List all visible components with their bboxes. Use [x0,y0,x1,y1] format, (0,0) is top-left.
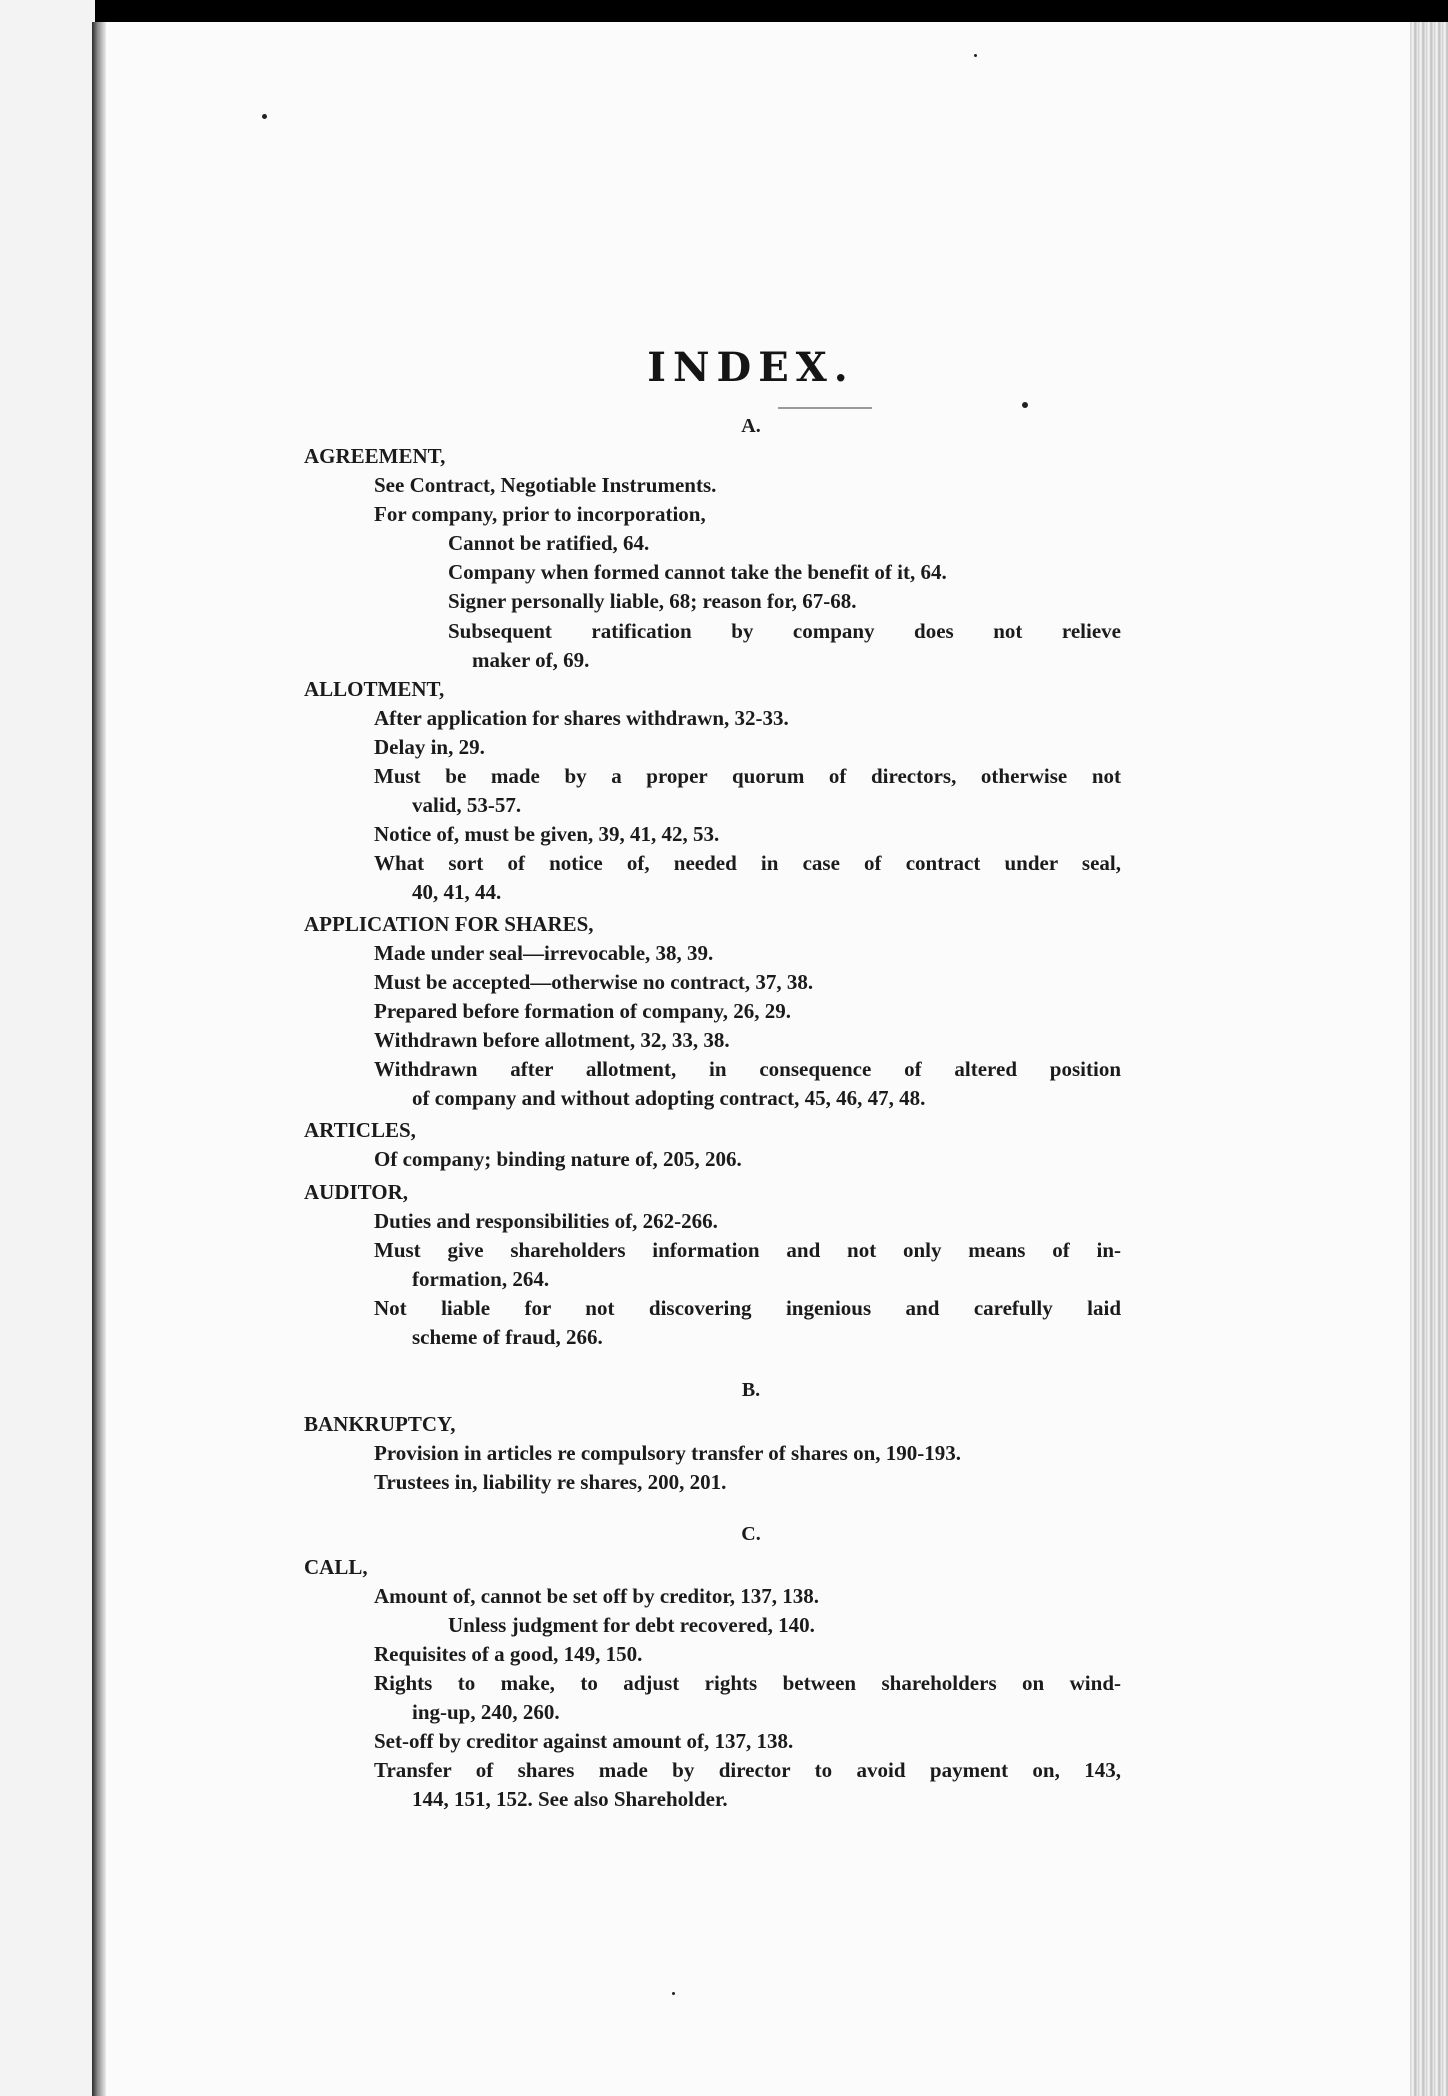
section-letter-b: B. [741,1379,761,1401]
index-entry: Must be accepted—otherwise no contract, 37, 38. [374,970,814,994]
index-entry: What sort of notice of, needed in case of contract under seal, [374,851,1121,875]
index-entry: Duties and responsibilities of, 262-266. [374,1209,718,1233]
index-entry-continuation: 144, 151, 152. See also Shareholder. [412,1787,728,1811]
index-entry: For company, prior to incorporation, [374,502,706,526]
book-page [92,22,1410,2096]
index-entry: Transfer of shares made by director to avoid payment on, 143, [374,1758,1121,1782]
index-entry: Set-off by creditor against amount of, 137, 138. [374,1729,794,1753]
index-entry: Made under seal—irrevocable, 38, 39. [374,941,714,965]
index-entry: Not liable for not discovering ingenious and carefully laid [374,1296,1121,1320]
index-entry: Company when formed cannot take the benefit of it, 64. [448,560,947,584]
index-heading-bankruptcy: BANKRUPTCY, [304,1412,456,1436]
index-entry: Trustees in, liability re shares, 200, 201. [374,1470,727,1494]
page-spine-shadow [92,22,106,2096]
left-facing-page-edge [0,0,95,2096]
speck-mark [672,1992,675,1995]
index-heading-articles: ARTICLES, [304,1118,416,1142]
index-heading-auditor: AUDITOR, [304,1180,409,1204]
section-letter-c: C. [741,1523,761,1545]
index-entry: Subsequent ratification by company does not relieve [448,619,1121,643]
index-entry-continuation: formation, 264. [412,1267,550,1291]
index-entry-continuation: maker of, 69. [472,648,590,672]
index-entry: Amount of, cannot be set off by creditor, 137, 138. [374,1584,820,1608]
index-entry: Of company; binding nature of, 205, 206. [374,1147,742,1171]
index-heading-application-for-shares: APPLICATION FOR SHARES, [304,912,594,936]
index-entry: See Contract, Negotiable Instruments. [374,473,717,497]
index-heading-allotment: ALLOTMENT, [304,677,445,701]
index-entry: Rights to make, to adjust rights between shareholders on wind- [374,1671,1121,1695]
page-stack-edge [1410,22,1448,2096]
index-entry: Prepared before formation of company, 26, 29. [374,999,792,1023]
page-title: INDEX. [647,344,855,391]
index-entry: Provision in articles re compulsory transfer of shares on, 190-193. [374,1441,961,1465]
index-entry: Unless judgment for debt recovered, 140. [448,1613,815,1637]
speck-mark [1022,402,1028,408]
index-entry: Must give shareholders information and not only means of in- [374,1238,1121,1262]
index-heading-call: CALL, [304,1555,368,1579]
index-entry-continuation: valid, 53-57. [412,793,522,817]
index-entry: Withdrawn after allotment, in consequence of altered position [374,1057,1121,1081]
index-entry-continuation: of company and without adopting contract, 45, 46, 47, 48. [412,1086,926,1110]
index-entry-continuation: 40, 41, 44. [412,880,502,904]
speck-mark [262,114,267,119]
title-rule [778,407,872,409]
index-entry: After application for shares withdrawn, 32-33. [374,706,789,730]
speck-mark [974,54,977,57]
index-entry: Notice of, must be given, 39, 41, 42, 53. [374,822,720,846]
section-letter-a: A. [741,415,761,437]
index-entry: Must be made by a proper quorum of directors, otherwise not [374,764,1121,788]
index-entry: Signer personally liable, 68; reason for, 67-68. [448,589,857,613]
index-entry: Withdrawn before allotment, 32, 33, 38. [374,1028,730,1052]
index-entry: Delay in, 29. [374,735,485,759]
index-heading-agreement: AGREEMENT, [304,444,446,468]
index-entry: Cannot be ratified, 64. [448,531,650,555]
index-entry-continuation: ing-up, 240, 260. [412,1700,560,1724]
index-entry: Requisites of a good, 149, 150. [374,1642,643,1666]
index-entry-continuation: scheme of fraud, 266. [412,1325,603,1349]
